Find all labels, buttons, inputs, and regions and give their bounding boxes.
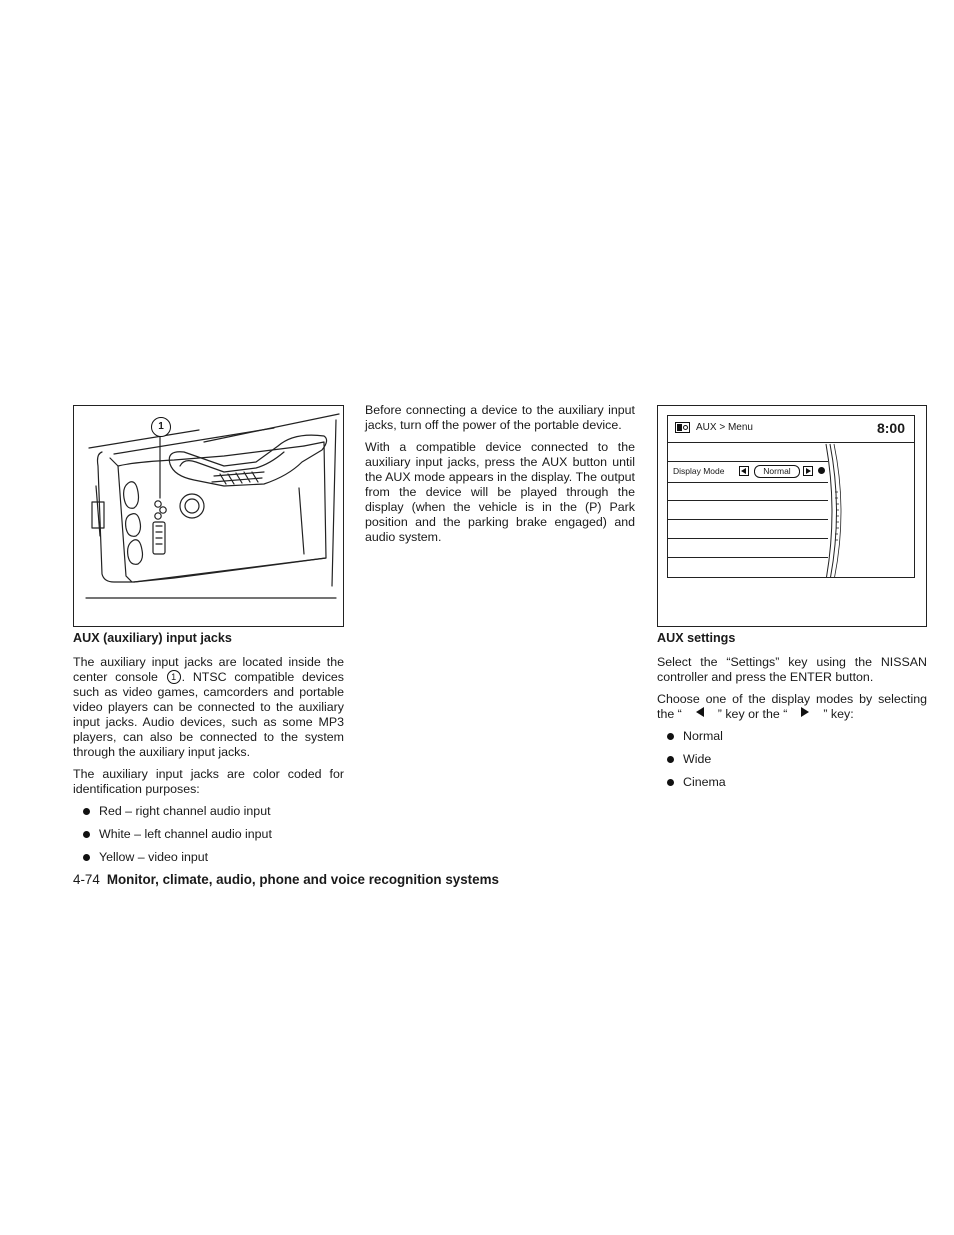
list-item-text: Wide xyxy=(683,752,712,766)
right-column xyxy=(657,631,927,798)
aux-input-jacks-heading: AUX (auxiliary) input jacks xyxy=(73,631,232,645)
callout-1-label: 1 xyxy=(158,421,164,432)
screen-clock: 8:00 xyxy=(876,420,905,436)
list-item-text: Cinema xyxy=(683,775,726,789)
paragraph-text: Choose one of the display modes by selecting the “ xyxy=(657,692,927,721)
list-item xyxy=(73,850,344,865)
section-title: Monitor, climate, audio, phone and voice recognition systems xyxy=(106,872,499,887)
jack-color-list xyxy=(73,804,344,865)
bullet-icon xyxy=(83,854,90,861)
color-coding-paragraph: The auxiliary input jacks are color coded for identification purposes: xyxy=(73,767,344,796)
menu-row[interactable] xyxy=(668,557,828,558)
right-arrow-key-icon xyxy=(787,707,823,722)
list-item-text: Red – right channel audio input xyxy=(99,804,271,818)
paragraph-text: The auxiliary input jacks are located inside the center console xyxy=(73,655,344,684)
center-console-illustration xyxy=(74,406,343,626)
right-arrow-button[interactable] xyxy=(803,466,813,476)
menu-row[interactable] xyxy=(668,500,828,501)
aux-settings-heading: AUX settings xyxy=(657,631,736,645)
list-item xyxy=(73,804,344,819)
page-number: 4-74 xyxy=(73,872,100,887)
display-mode-label: Display Mode xyxy=(673,466,725,476)
aux-jacks-figure xyxy=(73,405,344,627)
bullet-icon xyxy=(83,808,90,815)
aux-settings-figure xyxy=(657,405,927,627)
paragraph-text: ” key: xyxy=(823,707,854,721)
before-connecting-paragraph: Before connecting a device to the auxiliary input jacks, turn off the power of the portable device. xyxy=(365,403,635,432)
screen-header xyxy=(668,416,914,443)
list-item xyxy=(657,729,927,744)
settings-key-paragraph: Select the “Settings” key using the NISSAN controller and press the ENTER button. xyxy=(657,655,927,684)
aux-mode-paragraph: With a compatible device connected to the auxiliary input jacks, press the AUX button until the AUX mode appears in the display. The output from the device will be played through the display (when the vehicle is in the (P) Park position and the parking brake engaged) and audio system. xyxy=(365,440,635,544)
bullet-icon xyxy=(667,756,674,763)
paragraph-text: . NTSC compatible devices such as video games, camcorders and portable video players can be connected to the auxiliary input jacks. Audio devices, such as some MP3 players, can also be connected to the system through the auxiliary input jacks. xyxy=(73,670,344,759)
aux-screen xyxy=(667,415,915,578)
list-item-text: Yellow – video input xyxy=(99,850,209,864)
list-item-text: Normal xyxy=(683,729,723,743)
menu-row[interactable] xyxy=(668,519,828,520)
display-mode-row[interactable] xyxy=(668,461,828,483)
page-footer xyxy=(73,872,499,887)
list-item-text: White – left channel audio input xyxy=(99,827,272,841)
left-arrow-button[interactable] xyxy=(739,466,749,476)
display-mode-value[interactable]: Normal xyxy=(754,465,800,478)
left-arrow-key-icon xyxy=(682,707,718,722)
screen-breadcrumb: AUX > Menu xyxy=(696,422,753,433)
menu-row[interactable] xyxy=(668,538,828,539)
list-item xyxy=(657,775,927,790)
middle-column xyxy=(365,403,635,552)
callout-1-marker xyxy=(151,417,171,437)
callout-1-inline: 1 xyxy=(167,670,181,684)
bullet-icon xyxy=(667,733,674,740)
list-item xyxy=(73,827,344,842)
bullet-icon xyxy=(83,831,90,838)
paragraph-text: ” key or the “ xyxy=(717,707,788,721)
list-item xyxy=(657,752,927,767)
left-column xyxy=(73,631,344,873)
scroll-arc-icon[interactable] xyxy=(820,442,850,578)
display-mode-list xyxy=(657,729,927,790)
bullet-icon xyxy=(667,779,674,786)
aux-source-icon xyxy=(675,422,690,433)
display-mode-paragraph xyxy=(657,692,927,722)
aux-jacks-location-paragraph xyxy=(73,655,344,760)
